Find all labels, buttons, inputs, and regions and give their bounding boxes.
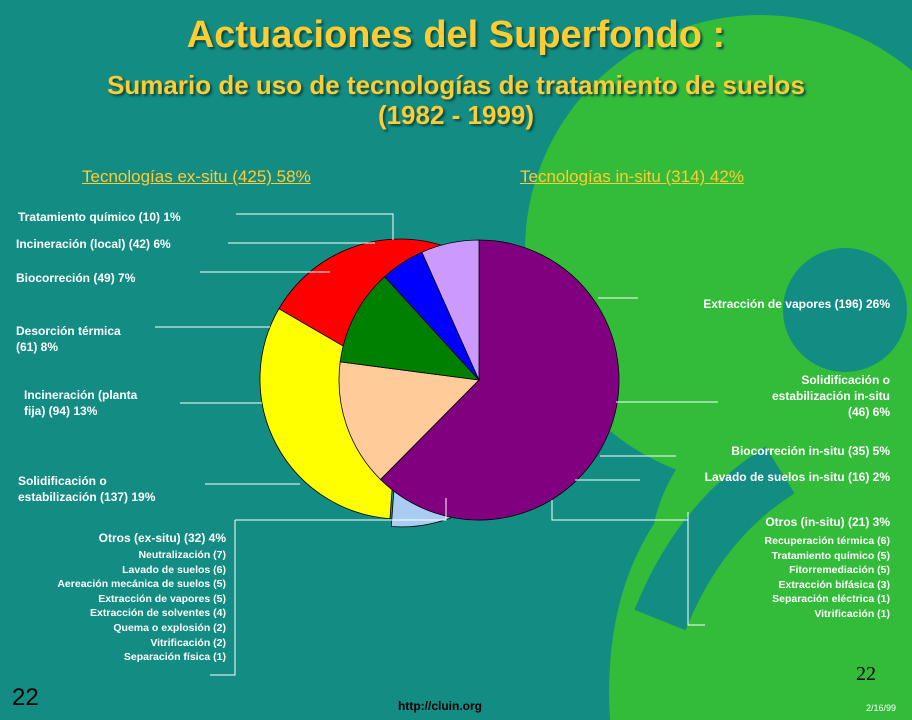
- list-item: Extracción de vapores (5): [98, 592, 226, 605]
- label-incineracion-planta-line2: fija) (94) 13%: [24, 404, 98, 418]
- label-incineracion-planta: [24, 387, 137, 419]
- list-item: Neutralización (7): [138, 549, 226, 561]
- list-item: Vitrificación (1): [814, 607, 890, 620]
- slide-number: 22: [12, 684, 39, 711]
- list-item: Recuperación térmica (6): [764, 535, 890, 547]
- list-item: Vitrificación (2): [150, 636, 226, 649]
- label-solidificacion-line1: Solidificación o: [18, 474, 107, 488]
- label-extraccion-vapores: Extracción de vapores (196) 26%: [703, 297, 890, 311]
- label-otros-ex-situ: Otros (ex-situ) (32) 4%: [98, 531, 226, 545]
- label-otros-in-situ: Otros (in-situ) (21) 3%: [765, 515, 890, 529]
- label-biocorrecion-in-situ: Biocorreción in-situ (35) 5%: [731, 444, 890, 458]
- pie-in-situ: [339, 240, 619, 520]
- label-solidificacion-in-line2: estabilización in-situ: [771, 389, 890, 403]
- label-tratamiento-quimico: Tratamiento químico (10) 1%: [18, 210, 181, 224]
- subtitle-line-2: (1982 - 1999): [377, 100, 535, 130]
- label-solidificacion-in-line3: (46) 6%: [847, 405, 890, 419]
- list-item: Extracción bifásica (3): [778, 578, 890, 591]
- list-item: Separación eléctrica (1): [772, 593, 890, 606]
- label-solidificacion-in-situ: [772, 372, 890, 420]
- label-incineracion-planta-line1: Incineración (planta: [24, 388, 138, 402]
- heading-in-situ: Tecnologías in-situ (314) 42%: [520, 167, 744, 186]
- list-item: Extracción de solventes (4): [90, 607, 226, 620]
- list-item: Quema o explosión (2): [113, 621, 226, 634]
- footer-date: 2/16/99: [866, 703, 897, 713]
- list-item: Aereación mecánica de suelos (5): [57, 578, 226, 591]
- otros-ex-situ-list: [57, 548, 226, 665]
- list-item: Separación física (1): [123, 651, 226, 664]
- label-desorcion-line1: Desorción térmica: [16, 324, 121, 338]
- list-item: Fitorremediación (5): [789, 564, 890, 577]
- otros-in-situ-list: [765, 534, 890, 622]
- label-solidificacion: [18, 473, 155, 505]
- label-biocorrecion: Biocorreción (49) 7%: [16, 271, 136, 285]
- list-item: Tratamiento químico (5): [771, 549, 890, 562]
- label-desorcion-line2: (61) 8%: [16, 340, 59, 354]
- label-solidificacion-in-line1: Solidificación o: [801, 373, 890, 387]
- list-item: Lavado de suelos (6): [122, 563, 226, 576]
- label-desorcion-termica: [16, 323, 121, 355]
- footer-url: http://cluin.org: [398, 699, 482, 713]
- page-number: 22: [856, 663, 876, 685]
- label-solidificacion-line2: estabilización (137) 19%: [18, 490, 156, 504]
- slide-title: Actuaciones del Superfondo :: [186, 14, 726, 56]
- label-incineracion-local: Incineración (local) (42) 6%: [16, 237, 171, 251]
- heading-ex-situ: Tecnologías ex-situ (425) 58%: [82, 167, 311, 186]
- label-lavado-in-situ: Lavado de suelos in-situ (16) 2%: [704, 470, 890, 484]
- subtitle-line-1: Sumario de uso de tecnologías de tratamiento de suelos: [107, 70, 805, 100]
